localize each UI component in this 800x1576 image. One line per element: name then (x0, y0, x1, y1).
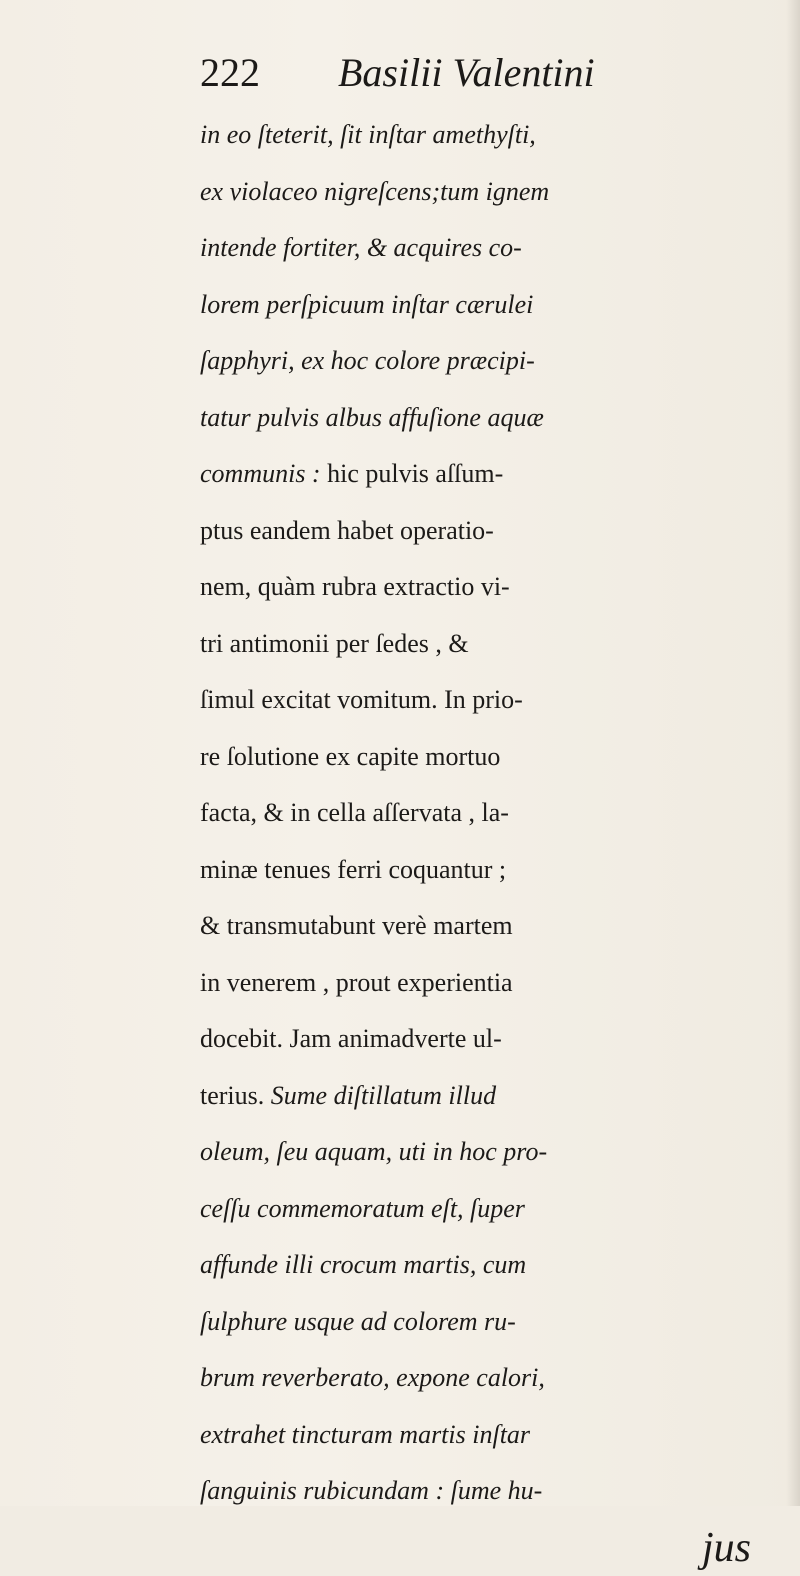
text-line (200, 390, 800, 447)
text-line (200, 785, 800, 842)
text-segment: in eo ſteterit, ſit inſtar amethyſti, (200, 120, 536, 149)
text-segment: ptus eandem habet operatio- (200, 516, 494, 545)
text-line (200, 559, 800, 616)
text-line (200, 1237, 800, 1294)
text-line (200, 616, 800, 673)
text-segment: brum reverberato, expone calori, (200, 1363, 545, 1392)
text-line (200, 220, 800, 277)
text-line (200, 1011, 800, 1068)
page-header (200, 48, 720, 98)
text-line (200, 1463, 800, 1520)
text-segment: intende fortiter, & acquires co- (200, 233, 522, 262)
text-line (200, 277, 800, 334)
text-segment: nem, quàm rubra extractio vi- (200, 572, 510, 601)
text-line (200, 729, 800, 786)
text-segment: extrahet tincturam martis inſtar (200, 1420, 530, 1449)
text-segment: ſulphure usque ad colorem ru- (200, 1307, 516, 1336)
text-segment: docebit. Jam animadverte ul- (200, 1024, 502, 1053)
text-segment: & transmutabunt verè martem (200, 911, 513, 940)
text-line (200, 164, 800, 221)
text-line (200, 898, 800, 955)
text-line (200, 955, 800, 1012)
text-line (200, 1350, 800, 1407)
text-segment: Sume diſtillatum illud (271, 1081, 496, 1110)
text-line (200, 333, 800, 390)
text-segment: ex violaceo nigreſcens;tum ignem (200, 177, 549, 206)
text-segment: communis : (200, 459, 327, 488)
text-segment: ſapphyri, ex hoc colore præcipi- (200, 346, 535, 375)
page-number: 222 (200, 48, 260, 98)
text-line (200, 1124, 800, 1181)
text-segment: minæ tenues ferri coquantur ; (200, 855, 506, 884)
text-segment: terius. (200, 1081, 271, 1110)
text-segment: in venerem , prout experientia (200, 968, 513, 997)
text-segment: re ſolutione ex capite mortuo (200, 742, 500, 771)
text-segment: affunde illi crocum martis, cum (200, 1250, 526, 1279)
running-title: Basilii Valentini (338, 48, 595, 98)
text-line (200, 446, 800, 503)
text-segment: ceſſu commemoratum eſt, ſuper (200, 1194, 525, 1223)
text-segment: tri antimonii per ſedes , & (200, 629, 469, 658)
text-line (200, 1294, 800, 1351)
text-line (200, 107, 800, 164)
body-text (200, 107, 800, 1576)
text-segment: hic pulvis aſſum- (327, 459, 503, 488)
text-segment: ſimul excitat vomitum. In prio- (200, 685, 523, 714)
text-line (200, 1181, 800, 1238)
text-segment: facta, & in cella aſſervata , la- (200, 798, 509, 827)
text-line (200, 503, 800, 560)
text-line (200, 1407, 800, 1464)
text-line (200, 1068, 800, 1125)
text-segment: lorem perſpicuum inſtar cærulei (200, 290, 533, 319)
catchword: jus (200, 1520, 800, 1576)
text-line (200, 842, 800, 899)
text-segment: oleum, ſeu aquam, uti in hoc pro- (200, 1137, 547, 1166)
text-line (200, 672, 800, 729)
text-segment: tatur pulvis albus affuſione aquæ (200, 403, 544, 432)
text-segment: ſanguinis rubicundam : ſume hu- (200, 1476, 542, 1505)
